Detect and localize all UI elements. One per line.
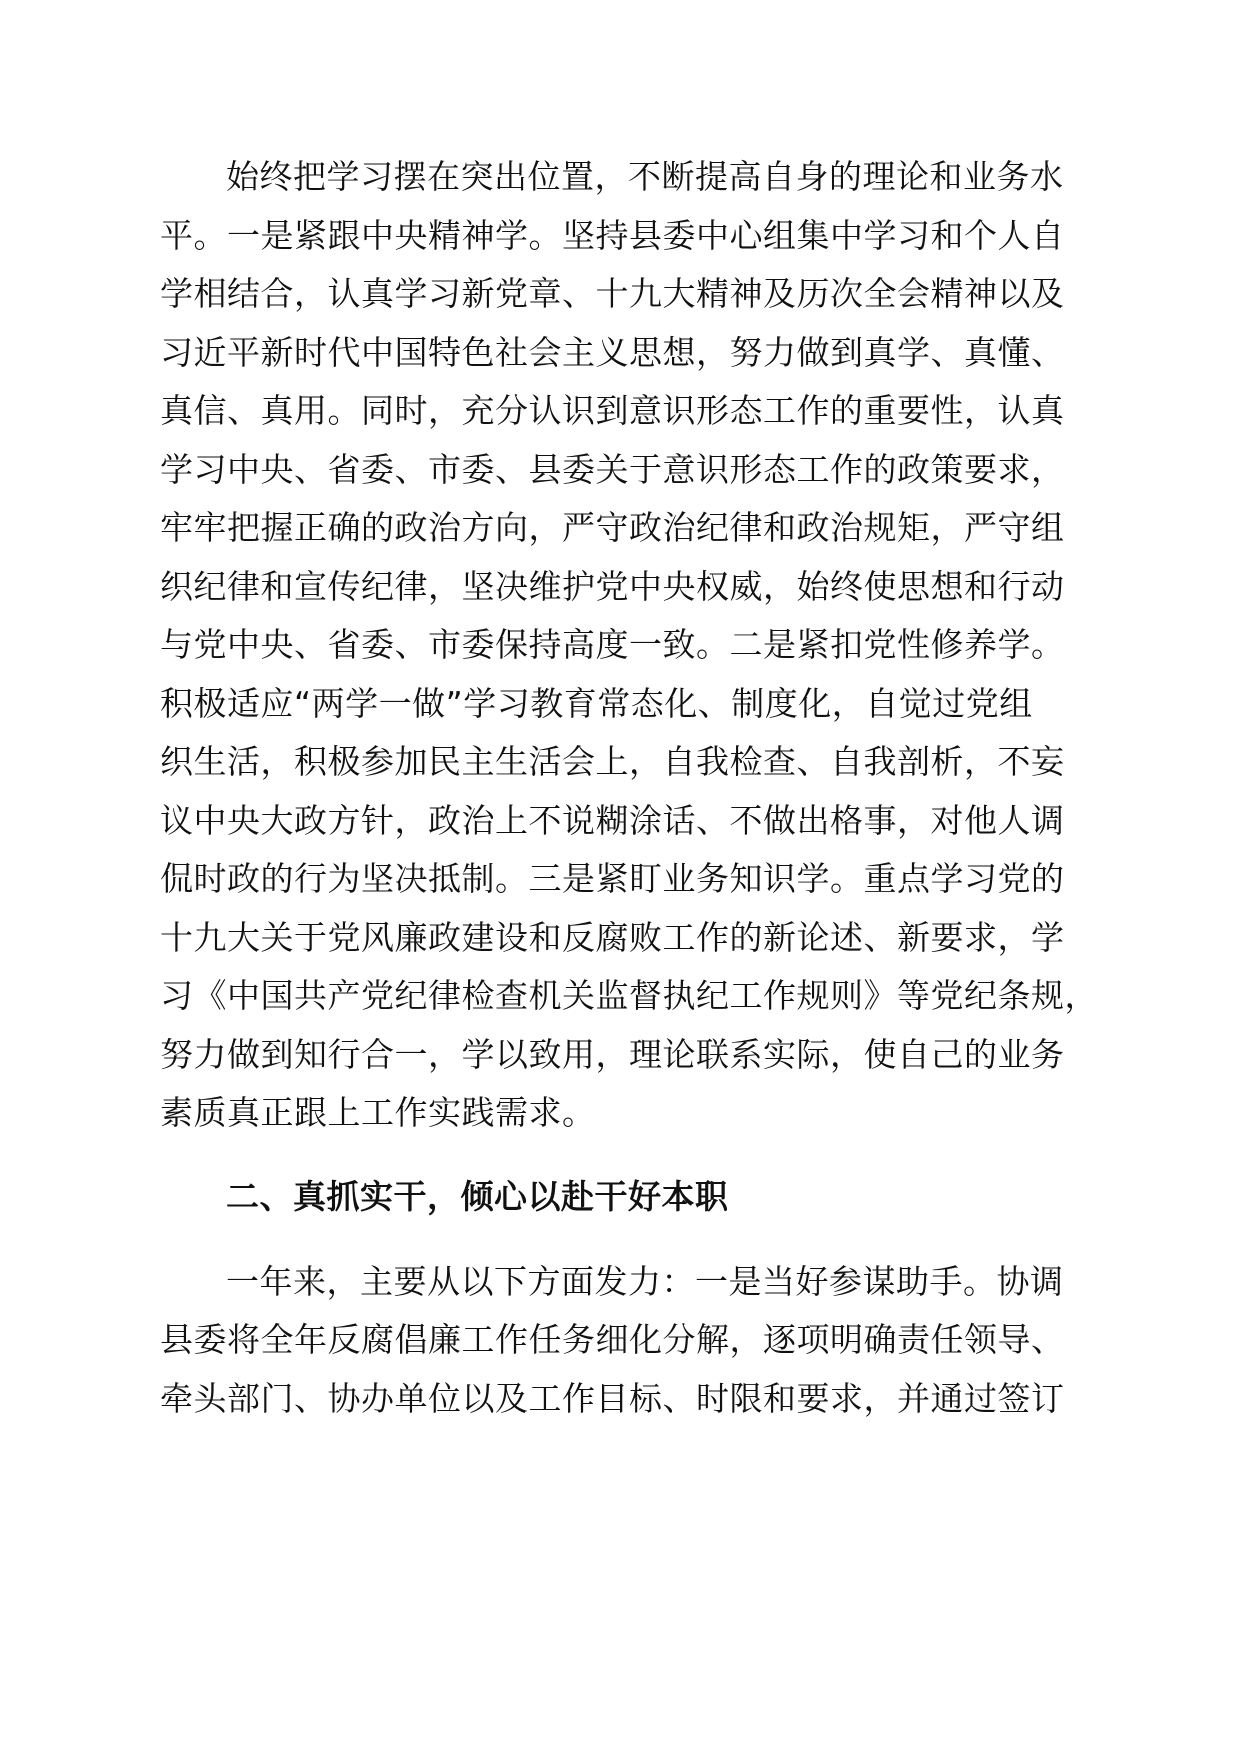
paragraph-1-line-12: 议中央大政方针，政治上不说糊涂话、不做出格事，对他人调 [160, 801, 1065, 840]
paragraph-1-line-5: 真信、真用。同时，充分认识到意识形态工作的重要性，认真 [160, 391, 1065, 430]
paragraph-1-line-8: 织纪律和宣传纪律，坚决维护党中央权威，始终使思想和行动 [160, 567, 1065, 606]
paragraph-2-line-1: 一年来，主要从以下方面发力：一是当好参谋助手。协调 [226, 1262, 1064, 1301]
paragraph-1-line-15: 习《中国共产党纪律检查机关监督执纪工作规则》等党纪条规， [160, 976, 1098, 1015]
paragraph-1-line-11: 织生活，积极参加民主生活会上，自我检查、自我剖析，不妄 [160, 742, 1065, 781]
paragraph-1-line-4: 习近平新时代中国特色社会主义思想，努力做到真学、真懂、 [160, 333, 1065, 372]
paragraph-1-line-9: 与党中央、省委、市委保持高度一致。二是紧扣党性修养学。 [160, 625, 1065, 664]
section-heading: 二、真抓实干，倾心以赴干好本职 [226, 1177, 729, 1216]
paragraph-1-line-7: 牢牢把握正确的政治方向，严守政治纪律和政治规矩，严守组 [160, 508, 1065, 547]
paragraph-1-line-13: 侃时政的行为坚决抵制。三是紧盯业务知识学。重点学习党的 [160, 859, 1065, 898]
paragraph-1-line-14: 十九大关于党风廉政建设和反腐败工作的新论述、新要求，学 [160, 918, 1065, 957]
paragraph-1-line-3: 学相结合，认真学习新党章、十九大精神及历次全会精神以及 [160, 274, 1065, 313]
paragraph-1-line-16: 努力做到知行合一，学以致用，理论联系实际，使自己的业务 [160, 1035, 1065, 1074]
paragraph-1-line-6: 学习中央、省委、市委、县委关于意识形态工作的政策要求， [160, 450, 1065, 489]
paragraph-1-line-2: 平。一是紧跟中央精神学。坚持县委中心组集中学习和个人自 [160, 216, 1065, 255]
paragraph-1-line-10: 积极适应“两学一做”学习教育常态化、制度化，自觉过党组 [160, 684, 1033, 723]
paragraph-2-line-3: 牵头部门、协办单位以及工作目标、时限和要求，并通过签订 [160, 1379, 1065, 1418]
paragraph-1-line-1: 始终把学习摆在突出位置，不断提高自身的理论和业务水 [226, 157, 1064, 196]
paragraph-2-line-2: 县委将全年反腐倡廉工作任务细化分解，逐项明确责任领导、 [160, 1320, 1065, 1359]
paragraph-1-line-17: 素质真正跟上工作实践需求。 [160, 1093, 596, 1132]
